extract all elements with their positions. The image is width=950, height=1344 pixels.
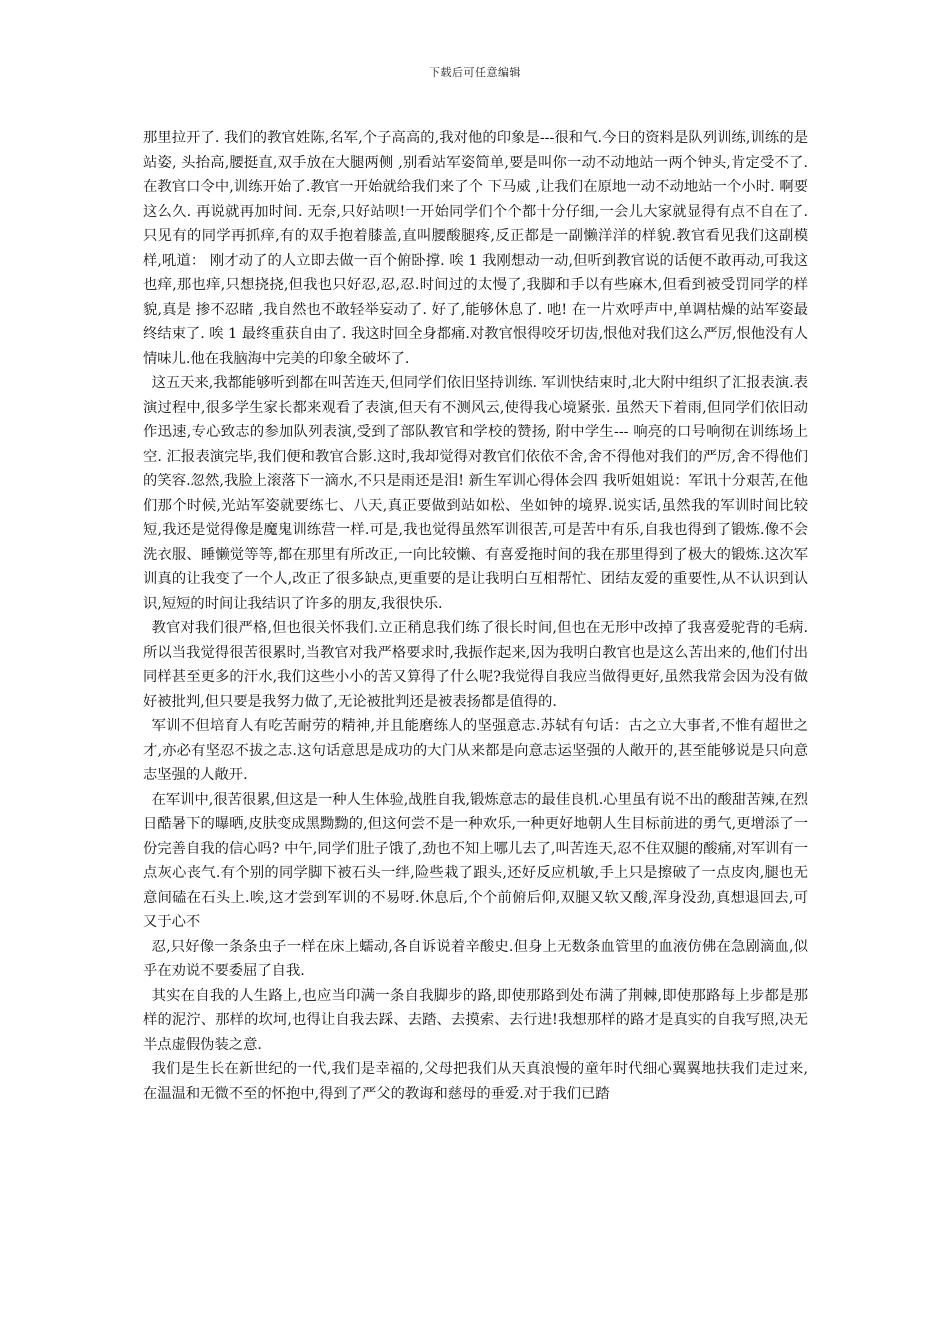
paragraph-3: 教官对我们很严格,但也很关怀我们.立正稍息我们练了很长时间,但也在无形中改掉了我喜爱驼背的毛病.所以当我觉得很苦很累时,当教官对我严格要求时,我振作起来,因为我明白教官也是这么苦出来的,他们付出同样甚至更多的汗水,我们这些小小的苦又算得了什么呢?我觉得自我应当做得更好,虽然我常会因为没有做好被批判,但只要是我努力做了,无论被批判还是被表扬都是值得的. bbox=[143, 620, 808, 710]
paragraph-1: 那里拉开了. 我们的教官姓陈,名军,个子高高的,我对他的印象是---很和气.今日的资料是队列训练,训练的是站姿, 头抬高,腰挺直,双手放在大腿两侧 ,别看站军姿简单,要是叫你一动不动地站一两个钟头,肯定受不了. 在教官口令中,训练开始了.教官一开始就给我们来了个 下马威 ,让我们在原地一动不动地站一个小时. 啊要这么久. 再说就再加时间. 无奈,只好站呗!一开始同学们个个都十分仔细,一会儿大家就显得有点不自在了.只见有的同学再抓痒,有的双手抱着膝盖,直叫腰酸腿疼,反正都是一副懒洋洋的样貌.教官看见我们这副模样,吼道： 刚才动了的人立即去做一百个俯卧撑. 唉 1 我刚想动一动,但听到教官说的话便不敢再动,可我这也痒,那也痒,只想挠挠,但我也只好忍,忍,忍.时间过的太慢了,我脚和手以有些麻木,但看到被受罚同学的样貌,真是 掺不忍睹 ,我自然也不敢轻举妄动了. 好了,能够休息了. 吔! 在一片欢呼声中,单调枯燥的站军姿最终结束了. 唉 1 最终重获自由了. 我这时回全身都痛.对教官恨得咬牙切齿,恨他对我们这么严厉,恨他没有人情味儿.他在我脑海中完美的印象全破坏了. bbox=[143, 130, 808, 367]
paragraph-8: 我们是生长在新世纪的一代,我们是幸福的,父母把我们从天真浪慢的童年时代细心翼翼地扶我们走过来,在温温和无微不至的怀抱中,得到了严父的教诲和慈母的垂爱.对于我们已踏 bbox=[143, 1061, 808, 1102]
paragraph-4: 军训不但培育人有吃苦耐劳的精神,并且能磨练人的坚强意志.苏轼有句话：古之立大事者,不惟有超世之才,亦必有坚忍不拔之志.这句话意思是成功的大门从来都是向意志运坚强的人敞开的,甚至能够说是只向意志坚强的人敞开. bbox=[143, 718, 808, 783]
page-header: 下载后可任意编辑 bbox=[429, 66, 521, 79]
paragraph-6: 忍,只好像一条条虫子一样在床上蠕动,各自诉说着辛酸史.但身上无数条血管里的血液仿佛在急剧滴血,似乎在劝说不要委屈了自我. bbox=[143, 938, 808, 979]
paragraph-5: 在军训中,很苦很累,但这是一种人生体验,战胜自我,锻炼意志的最佳良机.心里虽有说不出的酸甜苦辣,在烈日酷暑下的曝晒,皮肤变成黑黝黝的,但这何尝不是一种欢乐,一种更好地朝人生目标前进的勇气,更增添了一份完善自我的信心吗? 中午,同学们肚子饿了,劲也不知上哪儿去了,叫苦连天,忍不住双腿的酸痛,对军训有一点灰心丧气.有个别的同学脚下被石头一绊,险些栽了跟头,还好反应机敏,手上只是擦破了一点皮肉,腿也无意间磕在石头上.唉,这才尝到军训的不易呀.休息后,个个前俯后仰,双腿又软又酸,浑身没劲,真想退回去,可又于心不 bbox=[143, 791, 808, 930]
paragraph-7: 其实在自我的人生路上,也应当印满一条自我脚步的路,即使那路到处布满了荆棘,即使那路每上步都是那样的泥泞、那样的坎坷,也得让自我去踩、去踏、去摸索、去行进!我想那样的路才是真实的自我写照,决无半点虚假伪装之意. bbox=[143, 987, 808, 1053]
document-body bbox=[143, 126, 808, 1106]
paragraph-2: 这五天来,我都能够听到都在叫苦连天,但同学们依旧坚持训练. 军训快结束时,北大附中组织了汇报表演.表演过程中,很多学生家长都来观看了表演,但天有不测风云,使得我心境紧张. 虽然天下着雨,但同学们依旧动作迅速,专心致志的参加队列表演,受到了部队教官和学校的赞扬, 附中学生--- 响亮的口号响彻在训练场上空. 汇报表演完毕,我们便和教官合影.这时,我却觉得对教官们依依不舍,舍不得他对我们的严厉,舍不得他们的笑容.忽然,我脸上滚落下一滴水,不只是雨还是泪! 新生军训心得体会四 我听姐姐说：军讯十分艰苦,在他们那个时候,光站军姿就要练七、八天,真正要做到站如松、坐如钟的境界.说实话,虽然我的军训时间比较短,我还是觉得像是魔鬼训练营一样.可是,我也觉得虽然军训很苦,可是苦中有乐,自我也得到了锻炼.像不会洗衣服、睡懒觉等等,都在那里有所改正,一向比较懒、有喜爱拖时间的我在那里得到了极大的锻炼.这次军训真的让我变了一个人,改正了很多缺点,更重要的是让我明白互相帮忙、团结友爱的重要性,从不认识到认识,短短的时间让我结识了许多的朋友,我很快乐. bbox=[143, 375, 808, 612]
